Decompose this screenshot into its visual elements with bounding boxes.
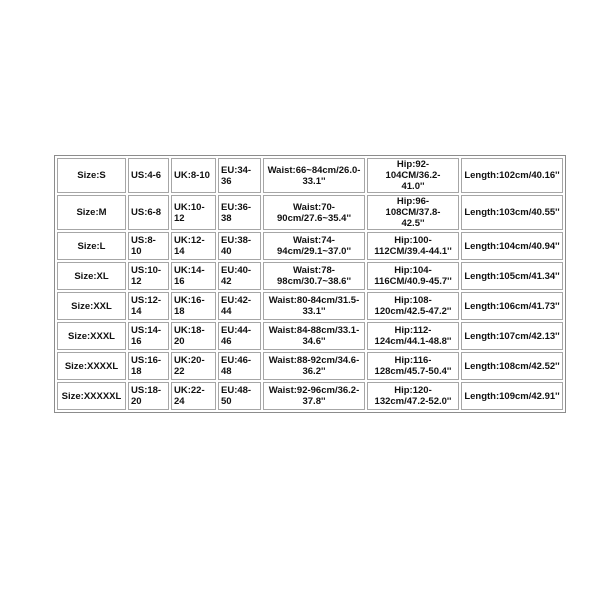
us-size-cell: US:6-8 [128,195,169,230]
size-chart-body [57,158,563,410]
size-cell: Size:M [57,195,126,230]
length-cell: Length:104cm/40.94'' [461,232,563,260]
size-cell: Size:XXXXL [57,352,126,380]
size-chart-table [54,155,566,413]
uk-size-cell: UK:10- 12 [171,195,216,230]
waist-cell: Waist:74- 94cm/29.1~37.0'' [263,232,365,260]
waist-cell: Waist:92-96cm/36.2- 37.8'' [263,382,365,410]
length-cell: Length:107cm/42.13'' [461,322,563,350]
eu-size-cell: EU:40- 42 [218,262,261,290]
table-row [57,158,563,193]
size-cell: Size:S [57,158,126,193]
eu-size-cell: EU:38- 40 [218,232,261,260]
length-cell: Length:102cm/40.16'' [461,158,563,193]
eu-size-cell: EU:44- 46 [218,322,261,350]
uk-size-cell: UK:14- 16 [171,262,216,290]
us-size-cell: US:8-10 [128,232,169,260]
uk-size-cell: UK:18- 20 [171,322,216,350]
eu-size-cell: EU:48- 50 [218,382,261,410]
uk-size-cell: UK:12- 14 [171,232,216,260]
hip-cell: Hip:100- 112CM/39.4-44.1'' [367,232,459,260]
table-row [57,262,563,290]
uk-size-cell: UK:20- 22 [171,352,216,380]
hip-cell: Hip:92-104CM/36.2- 41.0'' [367,158,459,193]
hip-cell: Hip:120- 132cm/47.2-52.0'' [367,382,459,410]
eu-size-cell: EU:34- 36 [218,158,261,193]
hip-cell: Hip:116- 128cm/45.7-50.4'' [367,352,459,380]
hip-cell: Hip:96-108CM/37.8- 42.5'' [367,195,459,230]
waist-cell: Waist:80-84cm/31.5- 33.1'' [263,292,365,320]
waist-cell: Waist:84-88cm/33.1- 34.6'' [263,322,365,350]
hip-cell: Hip:104- 116CM/40.9-45.7'' [367,262,459,290]
length-cell: Length:105cm/41.34'' [461,262,563,290]
uk-size-cell: UK:8-10 [171,158,216,193]
waist-cell: Waist:88-92cm/34.6- 36.2'' [263,352,365,380]
table-row [57,382,563,410]
eu-size-cell: EU:46- 48 [218,352,261,380]
us-size-cell: US:16- 18 [128,352,169,380]
hip-cell: Hip:112- 124cm/44.1-48.8'' [367,322,459,350]
size-cell: Size:XXXL [57,322,126,350]
table-row [57,322,563,350]
uk-size-cell: UK:16- 18 [171,292,216,320]
uk-size-cell: UK:22- 24 [171,382,216,410]
length-cell: Length:106cm/41.73'' [461,292,563,320]
eu-size-cell: EU:36- 38 [218,195,261,230]
length-cell: Length:103cm/40.55'' [461,195,563,230]
us-size-cell: US:4-6 [128,158,169,193]
length-cell: Length:108cm/42.52'' [461,352,563,380]
table-row [57,195,563,230]
eu-size-cell: EU:42- 44 [218,292,261,320]
table-row [57,232,563,260]
us-size-cell: US:18- 20 [128,382,169,410]
table-row [57,292,563,320]
length-cell: Length:109cm/42.91'' [461,382,563,410]
waist-cell: Waist:78- 98cm/30.7~38.6'' [263,262,365,290]
us-size-cell: US:12- 14 [128,292,169,320]
size-cell: Size:XL [57,262,126,290]
hip-cell: Hip:108- 120cm/42.5-47.2'' [367,292,459,320]
size-cell: Size:XXXXXL [57,382,126,410]
waist-cell: Waist:70- 90cm/27.6~35.4'' [263,195,365,230]
size-cell: Size:XXL [57,292,126,320]
table-row [57,352,563,380]
waist-cell: Waist:66~84cm/26.0- 33.1'' [263,158,365,193]
us-size-cell: US:14- 16 [128,322,169,350]
us-size-cell: US:10- 12 [128,262,169,290]
size-cell: Size:L [57,232,126,260]
